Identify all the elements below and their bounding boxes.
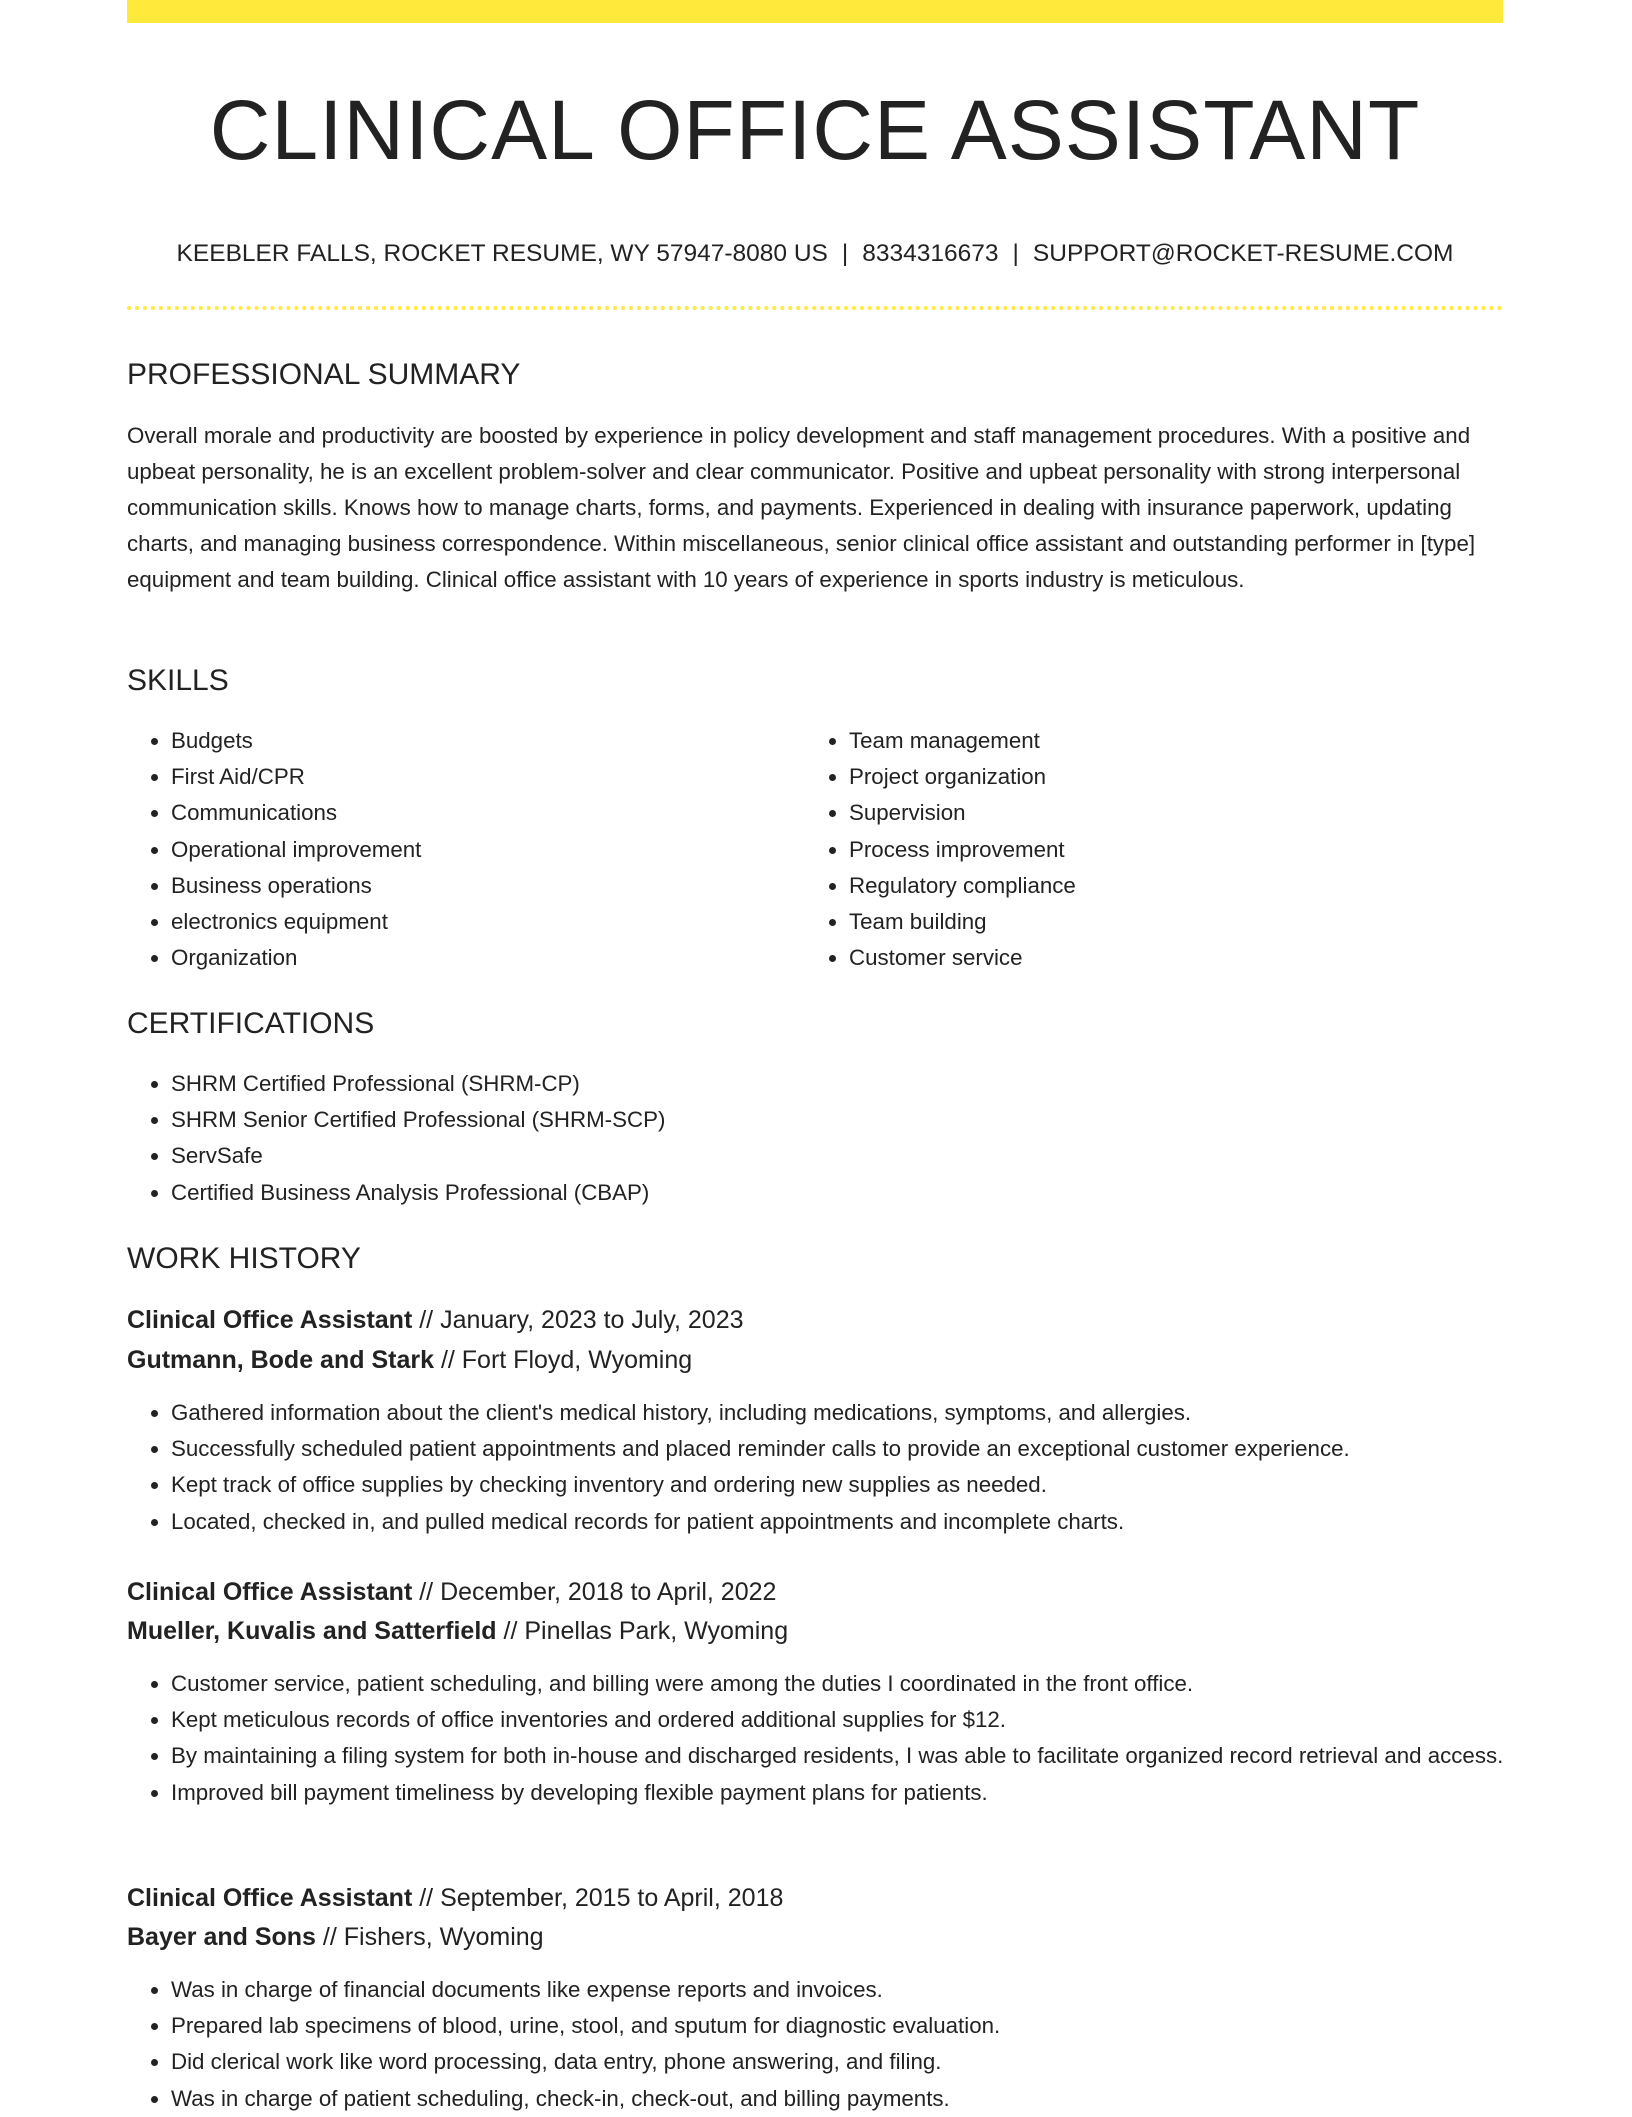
job-duties-list (127, 1395, 1511, 1540)
contact-phone: 8334316673 (862, 240, 999, 267)
job-company-line (127, 1612, 788, 1650)
job-duty-item: • Did clerical work like word processing, data entry, phone answering, and filing. (171, 2044, 1511, 2080)
skill-item: • Business operations (171, 868, 791, 904)
job-company: Bayer and Sons (127, 1923, 316, 1951)
certification-item: • ServSafe (171, 1138, 1501, 1174)
resume-page (127, 0, 1503, 2112)
job-company-line (127, 1341, 692, 1379)
certification-item: • Certified Business Analysis Professional (CBAP) (171, 1175, 1501, 1211)
accent-bar (127, 0, 1503, 23)
job-duty-item: • Prepared lab specimens of blood, urine, stool, and sputum for diagnostic evaluation. (171, 2008, 1511, 2044)
job-duties-list (127, 1666, 1511, 1811)
summary-heading: PROFESSIONAL SUMMARY (127, 358, 521, 391)
job-company-line (127, 1918, 544, 1956)
job-duty-item: • Gathered information about the client's medical history, including medications, symptoms, and allergies. (171, 1395, 1511, 1431)
skill-item: • Communications (171, 795, 791, 831)
contact-separator: | (1012, 240, 1019, 267)
job-duty-item: • Was in charge of financial documents like expense reports and invoices. (171, 1972, 1511, 2008)
contact-line (127, 236, 1503, 272)
resume-title: CLINICAL OFFICE ASSISTANT (209, 83, 1421, 177)
job-duty-item: • Located, checked in, and pulled medical records for patient appointments and incomplete charts. (171, 1504, 1511, 1540)
skill-item: • Team building (849, 904, 1499, 940)
job-duty-item: • Successfully scheduled patient appointments and placed reminder calls to provide an exceptional customer experience. (171, 1431, 1511, 1467)
summary-text: Overall morale and productivity are boosted by experience in policy development and staff management procedures. With a positive and upbeat personality, he is an excellent problem-solver and clear communicator. Positive and upbeat personality with strong interpersonal communication skills. Knows how to manage charts, forms, and payments. Experienced in dealing with insurance paperwork, updating charts, and managing business correspondence. Within miscellaneous, senior clinical office assistant and outstanding performer in [type] equipment and team building. Clinical office assistant with 10 years of experience in sports industry is meticulous. (127, 423, 1476, 592)
job-company: Gutmann, Bode and Stark (127, 1346, 434, 1374)
skills-list-left (127, 723, 791, 976)
job-duty-item: • By maintaining a filing system for both in-house and discharged residents, I was able to facilitate organized record retrieval and access. (171, 1738, 1511, 1774)
skill-item: • Organization (171, 940, 791, 976)
skill-item: • First Aid/CPR (171, 759, 791, 795)
skill-item: • Supervision (849, 795, 1499, 831)
job-position: Clinical Office Assistant (127, 1884, 413, 1912)
job-position: Clinical Office Assistant (127, 1578, 413, 1606)
skill-item: • Team management (849, 723, 1499, 759)
job-position: Clinical Office Assistant (127, 1306, 413, 1334)
job-title-line (127, 1573, 776, 1611)
job-location: // Fishers, Wyoming (322, 1923, 544, 1951)
job-location: // Pinellas Park, Wyoming (503, 1617, 789, 1645)
skill-item: • Regulatory compliance (849, 868, 1499, 904)
skill-item: • Customer service (849, 940, 1499, 976)
skill-item: • Budgets (171, 723, 791, 759)
skill-item: • Process improvement (849, 832, 1499, 868)
job-location: // Fort Floyd, Wyoming (440, 1346, 693, 1374)
job-duties-list (127, 1972, 1511, 2117)
job-duty-item: • Customer service, patient scheduling, and billing were among the duties I coordinated in the front office. (171, 1666, 1511, 1702)
skill-item: • Project organization (849, 759, 1499, 795)
job-duty-item: • Improved bill payment timeliness by developing flexible payment plans for patients. (171, 1775, 1511, 1811)
contact-email: SUPPORT@ROCKET-RESUME.COM (1032, 240, 1454, 267)
job-dates: // September, 2015 to April, 2018 (419, 1884, 784, 1912)
skill-item: • electronics equipment (171, 904, 791, 940)
job-duty-item: • Kept meticulous records of office inventories and ordered additional supplies for $12. (171, 1702, 1511, 1738)
skills-list-right (805, 723, 1499, 976)
skill-item: • Operational improvement (171, 832, 791, 868)
job-title-line (127, 1879, 783, 1917)
work-history-heading: WORK HISTORY (127, 1242, 361, 1275)
certification-item: • SHRM Senior Certified Professional (SHRM-SCP) (171, 1102, 1501, 1138)
certifications-heading: CERTIFICATIONS (127, 1007, 375, 1040)
contact-separator: | (841, 240, 849, 267)
job-dates: // January, 2023 to July, 2023 (419, 1306, 744, 1334)
job-dates: // December, 2018 to April, 2022 (419, 1578, 777, 1606)
job-duty-item: • Was in charge of patient scheduling, check-in, check-out, and billing payments. (171, 2081, 1511, 2117)
job-company: Mueller, Kuvalis and Satterfield (127, 1617, 497, 1645)
job-duty-item: • Kept track of office supplies by checking inventory and ordering new supplies as needed. (171, 1467, 1511, 1503)
dotted-divider (127, 306, 1503, 310)
certifications-list (127, 1066, 1501, 1211)
certification-item: • SHRM Certified Professional (SHRM-CP) (171, 1066, 1501, 1102)
skills-heading: SKILLS (127, 664, 229, 697)
contact-address: KEEBLER FALLS, ROCKET RESUME, WY 57947-8080 US (176, 240, 828, 267)
job-title-line (127, 1301, 744, 1339)
